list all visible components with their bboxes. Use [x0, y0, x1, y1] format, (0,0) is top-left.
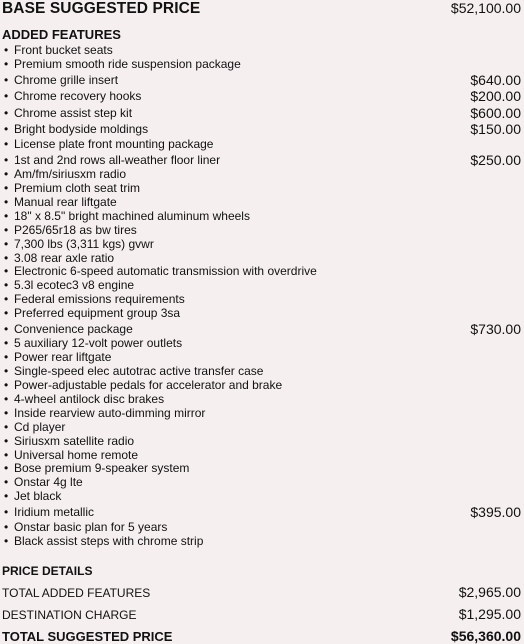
feature-name: License plate front mounting package: [14, 136, 214, 151]
feature-item: [4, 449, 521, 463]
feature-item: [4, 210, 521, 224]
feature-name-wrap: [4, 521, 167, 535]
feature-item: [4, 421, 521, 435]
feature-name-wrap: [4, 504, 94, 521]
feature-name-wrap: [4, 88, 141, 105]
bullet-icon: •: [4, 167, 9, 182]
bullet-icon: •: [4, 222, 9, 237]
feature-name-wrap: [4, 293, 185, 307]
bullet-icon: •: [4, 181, 9, 196]
feature-name-wrap: [4, 121, 148, 138]
base-price-row: [2, 0, 521, 18]
feature-item: [4, 238, 521, 252]
bullet-icon: •: [4, 336, 9, 351]
feature-name: Convenience package: [14, 321, 133, 336]
total-added-features-row: [2, 584, 521, 600]
bullet-icon: •: [4, 194, 9, 209]
feature-name: 3.08 rear axle ratio: [14, 250, 115, 265]
feature-item: [4, 279, 521, 293]
feature-name-wrap: [4, 476, 83, 490]
bullet-icon: •: [4, 278, 9, 293]
feature-item: [4, 504, 521, 521]
feature-name-wrap: [4, 265, 317, 279]
bullet-icon: •: [4, 321, 9, 336]
feature-name: Cd player: [14, 419, 66, 434]
added-features-heading: ADDED FEATURES: [2, 27, 121, 42]
feature-item: [4, 138, 521, 152]
feature-name: Universal home remote: [14, 447, 139, 462]
feature-name: 18" x 8.5" bright machined aluminum wheels: [14, 208, 250, 223]
feature-item: [4, 435, 521, 449]
feature-name-wrap: [4, 224, 137, 238]
feature-name-wrap: [4, 421, 65, 435]
feature-name: Chrome assist step kit: [14, 105, 133, 120]
feature-price: $600.00: [470, 104, 521, 121]
feature-name: Preferred equipment group 3sa: [14, 306, 181, 321]
feature-item: [4, 293, 521, 307]
feature-name-wrap: [4, 279, 134, 293]
feature-name: Iridium metallic: [14, 505, 95, 520]
bullet-icon: •: [4, 489, 9, 504]
feature-name: Bright bodyside moldings: [14, 122, 149, 137]
feature-name-wrap: [4, 44, 113, 58]
bullet-icon: •: [4, 264, 9, 279]
feature-item: [4, 44, 521, 58]
feature-name: Black assist steps with chrome strip: [14, 533, 204, 548]
base-price-label: BASE SUGGESTED PRICE: [2, 0, 201, 17]
feature-item: [4, 351, 521, 365]
feature-item: [4, 121, 521, 138]
feature-name-wrap: [4, 252, 114, 266]
feature-name-wrap: [4, 238, 154, 252]
feature-name: Siriusxm satellite radio: [14, 433, 135, 448]
feature-name-wrap: [4, 462, 189, 476]
feature-item: [4, 105, 521, 122]
added-features-list: [4, 44, 521, 548]
feature-name: Onstar 4g lte: [14, 475, 83, 490]
bullet-icon: •: [4, 405, 9, 420]
feature-name-wrap: [4, 449, 138, 463]
feature-name: Premium smooth ride suspension package: [14, 56, 241, 71]
bullet-icon: •: [4, 350, 9, 365]
total-added-features-label: TOTAL ADDED FEATURES: [2, 586, 151, 600]
feature-name: 1st and 2nd rows all-weather floor liner: [14, 152, 221, 167]
feature-name: Federal emissions requirements: [14, 292, 185, 307]
bullet-icon: •: [4, 152, 9, 167]
bullet-icon: •: [4, 208, 9, 223]
bullet-icon: •: [4, 250, 9, 265]
feature-item: [4, 535, 521, 549]
feature-name: Bose premium 9-speaker system: [14, 461, 190, 476]
feature-name-wrap: [4, 105, 132, 122]
feature-item: [4, 182, 521, 196]
feature-item: [4, 393, 521, 407]
feature-name-wrap: [4, 351, 111, 365]
feature-item: [4, 196, 521, 210]
feature-name-wrap: [4, 365, 263, 379]
bullet-icon: •: [4, 419, 9, 434]
bullet-icon: •: [4, 42, 9, 57]
total-added-features-value: $2,965.00: [458, 584, 521, 600]
total-suggested-price-value: $56,360.00: [450, 628, 521, 644]
bullet-icon: •: [4, 447, 9, 462]
bullet-icon: •: [4, 136, 9, 151]
feature-price: $730.00: [470, 320, 521, 337]
feature-name-wrap: [4, 196, 117, 210]
feature-item: [4, 521, 521, 535]
feature-item: [4, 321, 521, 338]
feature-price: $395.00: [470, 504, 521, 521]
feature-item: [4, 168, 521, 182]
bullet-icon: •: [4, 519, 9, 534]
bullet-icon: •: [4, 292, 9, 307]
bullet-icon: •: [4, 392, 9, 407]
bullet-icon: •: [4, 364, 9, 379]
bullet-icon: •: [4, 433, 9, 448]
destination-charge-row: [2, 606, 521, 622]
feature-name-wrap: [4, 58, 241, 72]
feature-price: $640.00: [470, 71, 521, 88]
bullet-icon: •: [4, 475, 9, 490]
feature-name-wrap: [4, 168, 126, 182]
feature-name-wrap: [4, 435, 134, 449]
destination-charge-label: DESTINATION CHARGE: [2, 608, 137, 622]
feature-item: [4, 152, 521, 169]
feature-name: Electronic 6-speed automatic transmission with overdrive: [14, 264, 317, 279]
feature-name-wrap: [4, 182, 140, 196]
feature-name: Power-adjustable pedals for accelerator and brake: [14, 378, 283, 393]
feature-name: Chrome recovery hooks: [14, 89, 142, 104]
feature-item: [4, 307, 521, 321]
feature-name-wrap: [4, 210, 250, 224]
feature-name-wrap: [4, 138, 213, 152]
feature-name: Single-speed elec autotrac active transfer case: [14, 364, 264, 379]
feature-item: [4, 337, 521, 351]
bullet-icon: •: [4, 461, 9, 476]
feature-name: 5 auxiliary 12-volt power outlets: [14, 336, 183, 351]
feature-item: [4, 365, 521, 379]
bullet-icon: •: [4, 306, 9, 321]
feature-item: [4, 490, 521, 504]
bullet-icon: •: [4, 122, 9, 137]
feature-name: 4-wheel antilock disc brakes: [14, 392, 165, 407]
bullet-icon: •: [4, 105, 9, 120]
feature-name: Front bucket seats: [14, 42, 113, 57]
bullet-icon: •: [4, 505, 9, 520]
bullet-icon: •: [4, 533, 9, 548]
feature-name-wrap: [4, 407, 205, 421]
feature-name: Onstar basic plan for 5 years: [14, 519, 168, 534]
feature-name: Inside rearview auto-dimming mirror: [14, 405, 206, 420]
feature-name: Chrome grille insert: [14, 72, 119, 87]
base-price-value: $52,100.00: [450, 0, 521, 16]
feature-item: [4, 58, 521, 72]
feature-item: [4, 462, 521, 476]
feature-name-wrap: [4, 490, 61, 504]
bullet-icon: •: [4, 378, 9, 393]
feature-item: [4, 72, 521, 89]
bullet-icon: •: [4, 56, 9, 71]
feature-name: Am/fm/siriusxm radio: [14, 167, 127, 182]
feature-name: Manual rear liftgate: [14, 194, 117, 209]
feature-name-wrap: [4, 393, 164, 407]
feature-item: [4, 407, 521, 421]
feature-name-wrap: [4, 337, 182, 351]
feature-name: Power rear liftgate: [14, 350, 112, 365]
feature-item: [4, 476, 521, 490]
total-suggested-price-row: [2, 628, 521, 644]
bullet-icon: •: [4, 89, 9, 104]
feature-price: $150.00: [470, 121, 521, 138]
feature-name-wrap: [4, 379, 282, 393]
feature-price: $250.00: [470, 151, 521, 168]
destination-charge-value: $1,295.00: [458, 606, 521, 622]
feature-item: [4, 265, 521, 279]
feature-item: [4, 252, 521, 266]
feature-name: Jet black: [14, 489, 62, 504]
feature-item: [4, 224, 521, 238]
feature-item: [4, 88, 521, 105]
feature-name-wrap: [4, 321, 133, 338]
price-details-heading: PRICE DETAILS: [2, 564, 93, 578]
feature-item: [4, 379, 521, 393]
total-suggested-price-label: TOTAL SUGGESTED PRICE: [2, 629, 173, 644]
feature-name-wrap: [4, 152, 220, 169]
bullet-icon: •: [4, 236, 9, 251]
feature-name-wrap: [4, 535, 203, 549]
feature-name-wrap: [4, 72, 118, 89]
feature-name-wrap: [4, 307, 180, 321]
feature-price: $200.00: [470, 88, 521, 105]
feature-name: P265/65r18 as bw tires: [14, 222, 137, 237]
feature-name: Premium cloth seat trim: [14, 181, 141, 196]
bullet-icon: •: [4, 72, 9, 87]
feature-name: 5.3l ecotec3 v8 engine: [14, 278, 135, 293]
feature-name: 7,300 lbs (3,311 kgs) gvwr: [14, 236, 154, 251]
